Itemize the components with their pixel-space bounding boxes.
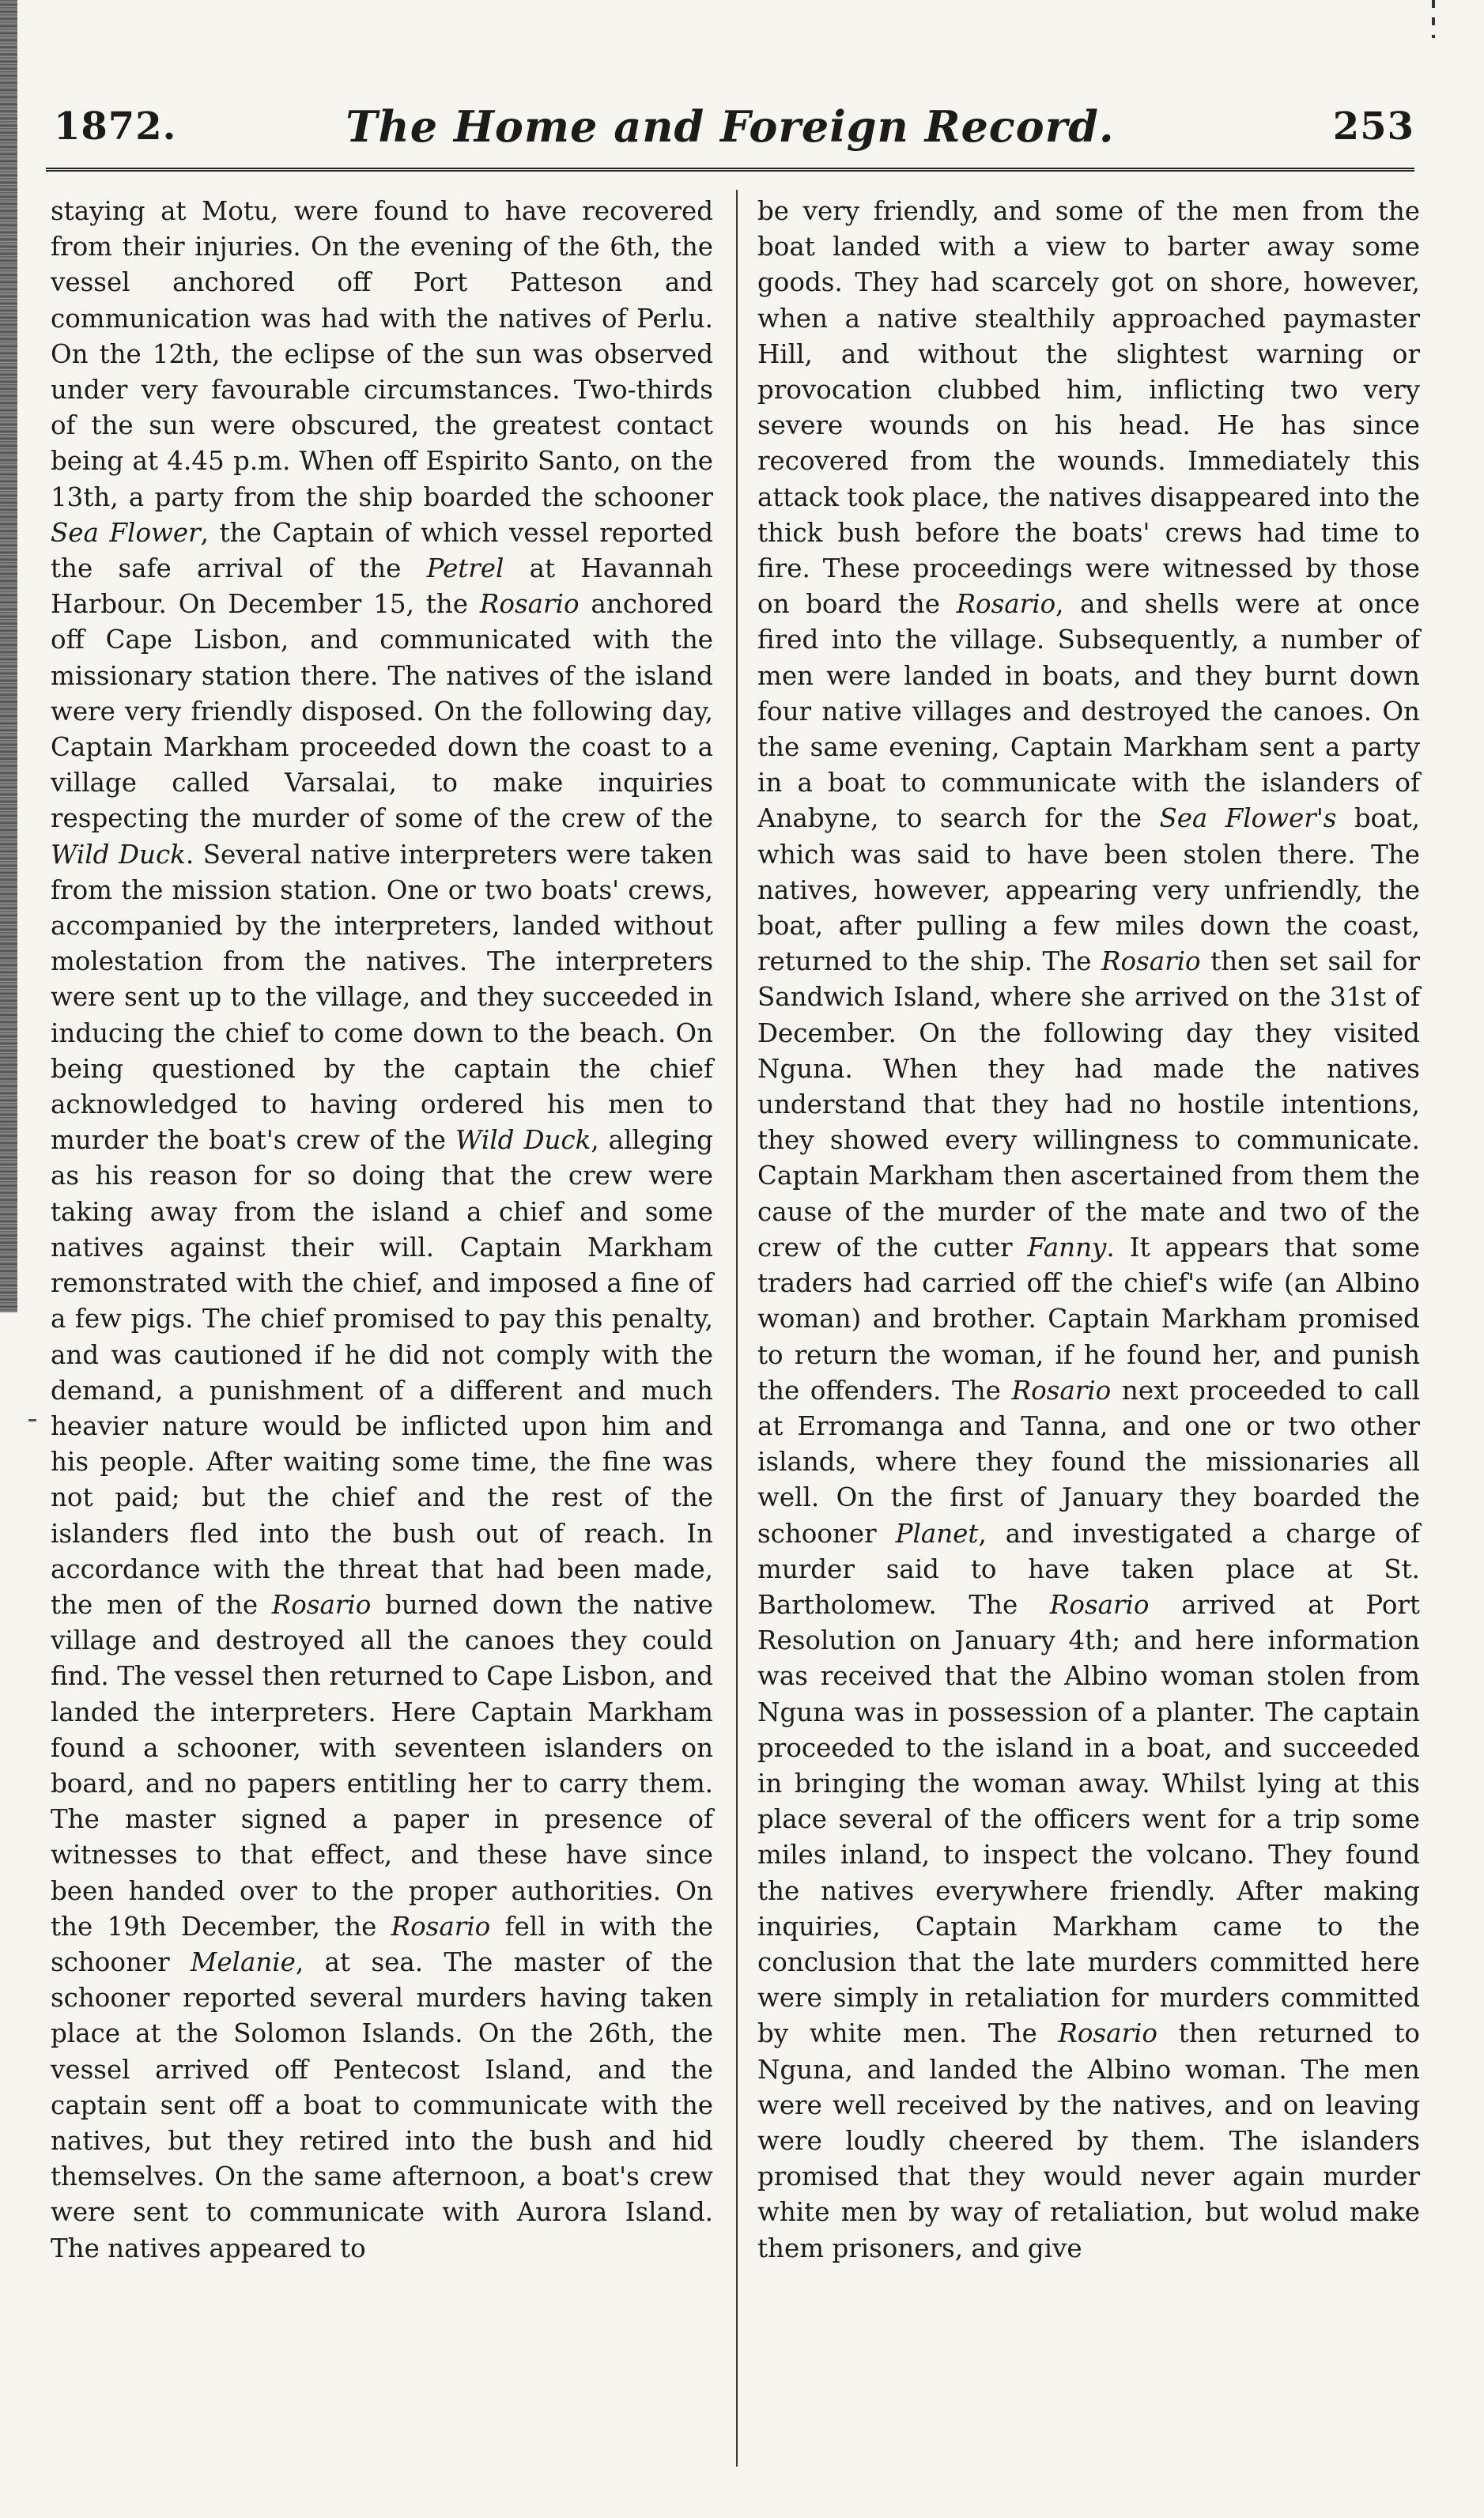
text-run: be very friendly, and some of the men from the boat landed with a view to barter away some goods. They had scarcely got on shore, however, when a native stealthily approached paymaster Hill, and without the slightest warning or provocation clubbed him, inflicting two very severe wounds on his head. He has since recovered from the wounds. Immediately this attack took place, the natives disappeared into the thick bush before the boats' crews had time to fire. These proceedings were witnessed by those on board the [757, 196, 1420, 620]
ship-name: Rosario [1011, 1375, 1112, 1406]
ship-name: Petrel [426, 553, 504, 584]
text-run: . It appears that some traders had carried off the chief's wife (an Albino woman) and brother. Captain Markham promised to return the woman, if he found her, and punish the offenders. The [757, 1232, 1420, 1406]
right-column-text [757, 194, 1420, 2267]
left-column [51, 194, 713, 2267]
ship-name: Fanny [1027, 1232, 1107, 1263]
ship-name: Rosario [1101, 946, 1201, 977]
text-run: , at sea. The master of the schooner reported several murders having taken place at the Solomon Islands. On the 26th, the vessel arrived off Pentecost Island, and the captain sent off a boat to communicate with the natives, but they retired into the bush and hid themselves. On the same afternoon, a boat's crew were sent to communicate with Aurora Island. The natives appeared to [51, 1946, 713, 2263]
text-run: , the Captain of which vessel reported the safe arrival of the [51, 517, 713, 584]
ship-name: Wild Duck [51, 839, 186, 870]
ship-name: Rosario [391, 1911, 491, 1942]
ship-name: Wild Duck [455, 1125, 591, 1156]
text-run: staying at Motu, were found to have recovered from their injuries. On the evening of the 6th, the vessel anchored off Port Patteson and communication was had with the natives of Perlu. On the 12th, the eclipse of the sun was observed under very favourable circumstances. Two-thirds of the sun were obscured, the greatest contact being at 4.45 p.m. When off Espirito Santo, on the 13th, a party from the ship boarded the schooner [51, 196, 713, 512]
column-divider [736, 190, 738, 2467]
header-year: 1872. [54, 104, 177, 149]
ship-name: Rosario [956, 589, 1056, 620]
ship-name: Rosario [1058, 2018, 1157, 2049]
page-number: 253 [1332, 104, 1414, 149]
ship-name: Rosario [479, 589, 580, 620]
text-run: fell in with the schooner [51, 1911, 713, 1977]
text-run: anchored off Cape Lisbon, and communicated with the missionary station there. The natives of the island were very friendly disposed. On the following day, Captain Markham proceeded down the coast to a village called Varsalai, to make inquiries respecting the murder of some of the crew of the [51, 589, 713, 834]
right-column [757, 194, 1420, 2267]
running-head [46, 101, 1414, 168]
text-run: burned down the native village and destroyed all the canoes they could find. The vessel then returned to Cape Lisbon, and landed the interpreters. Here Captain Markham found a schooner, with seventeen islanders on board, and no papers entitling her to carry them. The master signed a paper in presence of witnesses to that effect, and these have since been handed over to the proper authorities. On the 19th December, the [51, 1589, 713, 1942]
text-run: then returned to Nguna, and landed the Albino woman. The men were well received by the natives, and on leaving were loudly cheered by them. The islanders promised that they would never again murder white men by way of retaliation, but wolud make them prisoners, and give [757, 2018, 1420, 2263]
text-run: . Several native interpreters were taken from the mission station. One or two boats' crews, accompanied by the interpreters, landed without molestation from the natives. The interpreters were sent up to the village, and they succeeded in inducing the chief to come down to the beach. On being questioned by the captain the chief acknowledged to having ordered his men to murder the boat's crew of the [51, 839, 713, 1156]
margin-mark [28, 1419, 36, 1421]
ship-name: Rosario [271, 1589, 372, 1620]
ship-name: Rosario [1049, 1589, 1150, 1620]
left-column-text [51, 194, 713, 2267]
text-run: next proceeded to call at Erromanga and Tanna, and one or two other islands, where they found the missionaries all well. On the first of January they boarded the schooner [757, 1375, 1421, 1549]
scan-mark [1432, 0, 1435, 38]
ship-name: Sea Flower's [1159, 803, 1337, 834]
ship-name: Sea Flower [51, 517, 201, 548]
text-run: , alleging as his reason for so doing that the crew were taking away from the island a chief and some natives against their will. Captain Markham remonstrated with the chief, and imposed a fine of a few pigs. The chief promised to pay this penalty, and was cautioned if he did not comply with the demand, a punishment of a different and much heavier nature would be inflicted upon him and his people. After waiting some time, the fine was not paid; but the chief and the rest of the islanders fled into the bush out of reach. In accordance with the threat that had been made, the men of the [51, 1125, 713, 1620]
text-run: at Havannah Harbour. On December 15, the [51, 553, 713, 620]
text-run: , and investigated a charge of murder said to have taken place at St. Bartholomew. The [757, 1518, 1420, 1620]
text-run: , and shells were at once fired into the village. Subsequently, a number of men were landed in boats, and they burnt down four native villages and destroyed the canoes. On the same evening, Captain Markham sent a party in a boat to communicate with the islanders of Anabyne, to search for the [757, 589, 1420, 834]
journal-title: The Home and Foreign Record. [346, 101, 1115, 152]
ship-name: Melanie [191, 1946, 296, 1977]
header-rule [46, 168, 1414, 172]
text-run: boat, which was said to have been stolen there. The natives, however, appearing very unfriendly, the boat, after pulling a few miles down the coast, returned to the ship. The [757, 803, 1420, 977]
binding-edge [0, 0, 17, 1312]
text-run: then set sail for Sandwich Island, where she arrived on the 31st of December. On the following day they visited Nguna. When they had made the natives understand that they had no hostile intentions, they showed every willingness to communicate. Captain Markham then ascertained from them the cause of the murder of the mate and two of the crew of the cutter [757, 946, 1420, 1263]
text-run: arrived at Port Resolution on January 4th; and here information was received that the Albino woman stolen from Nguna was in possession of a planter. The captain proceeded to the island in a boat, and succeeded in bringing the woman away. Whilst lying at this place several of the officers went for a trip some miles inland, to inspect the volcano. They found the natives everywhere friendly. After making inquiries, Captain Markham came to the conclusion that the late murders committed here were simply in retaliation for murders committed by white men. The [757, 1589, 1420, 2049]
ship-name: Planet [895, 1518, 979, 1549]
